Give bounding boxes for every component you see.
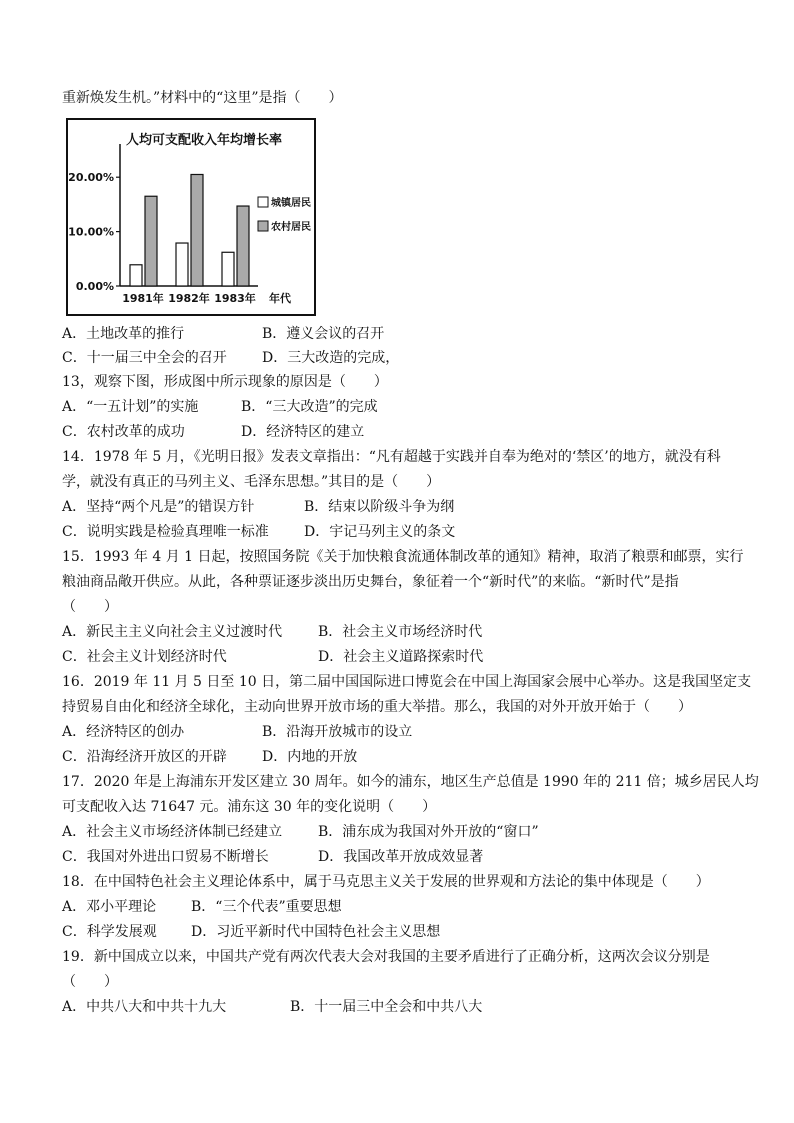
q14-option-d[interactable]: D．宇记马列主义的条文 [304, 524, 456, 540]
q14-option-a[interactable]: A．坚持“两个凡是”的错误方针 [62, 499, 255, 515]
q16-option-b[interactable]: B．沿海开放城市的设立 [262, 724, 413, 740]
q16-stem-2: 持贸易自由化和经济全球化，主动向世界开放市场的重大举措。那么，我国的对外开放开始于（ ） [62, 699, 692, 715]
q18-option-b[interactable]: B．“三个代表”重要思想 [191, 899, 342, 915]
q18-option-a[interactable]: A．邓小平理论 [62, 899, 157, 915]
legend-swatch-1 [258, 221, 268, 231]
q15-option-a[interactable]: A．新民主主义向社会主义过渡时代 [62, 624, 283, 640]
y-tick-label: 20.00% [68, 171, 114, 185]
legend-label-0: 城镇居民 [271, 198, 311, 209]
chart-svg [68, 120, 314, 314]
y-tick-label: 0.00% [75, 280, 114, 293]
q16-option-c[interactable]: C．沿海经济开放区的开辟 [62, 749, 227, 765]
chart-title: 人均可支配收入年均增长率 [126, 133, 283, 148]
q15-option-d[interactable]: D．社会主义道路探索时代 [318, 649, 484, 665]
q17-option-a[interactable]: A．社会主义市场经济体制已经建立 [62, 824, 283, 840]
q17-stem-1: 17．2020 年是上海浦东开发区建立 30 周年。如今的浦东，地区生产总值是 1990 年的 211 倍；城乡居民人均 [62, 774, 759, 790]
legend-swatch-0 [258, 197, 268, 207]
bar-urban-1 [176, 243, 188, 286]
q13-stem: 13，观察下图，形成图中所示现象的原因是（ ） [62, 374, 388, 390]
intro-line: 重新焕发生机。”材料中的“这里”是指（ ） [62, 90, 343, 106]
q17-option-b[interactable]: B．浦东成为我国对外开放的“窗口” [318, 824, 539, 840]
q12-option-d[interactable]: D．三大改造的完成， [262, 350, 400, 366]
q12-option-a[interactable]: A．土地改革的推行 [62, 326, 185, 342]
q19-stem-1: 19．新中国成立以来，中国共产党有两次代表大会对我国的主要矛盾进行了正确分析，这两次会议分别是 [62, 949, 710, 965]
legend-label-1: 农村居民 [271, 222, 311, 233]
q15-stem-3: （ ） [62, 599, 118, 615]
q16-option-d[interactable]: D．内地的开放 [262, 749, 358, 765]
q14-option-b[interactable]: B．结束以阶级斗争为纲 [304, 499, 455, 515]
bar-chart [66, 118, 316, 316]
q19-stem-2: （ ） [62, 974, 118, 990]
y-tick-label: 10.00% [68, 225, 114, 239]
q18-option-c[interactable]: C．科学发展观 [62, 924, 157, 940]
bar-rural-1 [191, 174, 203, 286]
q13-option-a[interactable]: A．“一五计划”的实施 [62, 399, 199, 415]
bar-rural-0 [145, 196, 157, 286]
q17-option-c[interactable]: C．我国对外进出口贸易不断增长 [62, 849, 269, 865]
q14-stem-2: 学，就没有真正的马列主义、毛泽东思想。”其目的是（ ） [62, 474, 441, 490]
q15-stem-1: 15．1993 年 4 月 1 日起，按照国务院《关于加快粮食流通体制改革的通知》精神，取消了粮票和邮票，实行 [62, 549, 744, 565]
q19-option-a[interactable]: A．中共八大和中共十九大 [62, 999, 227, 1015]
q12-option-c[interactable]: C．十一届三中全会的召开 [62, 350, 227, 366]
q13-option-c[interactable]: C．农村改革的成功 [62, 424, 185, 440]
x-tick-label: 1983年 [214, 292, 256, 305]
bar-urban-0 [130, 265, 142, 286]
q15-option-c[interactable]: C．社会主义计划经济时代 [62, 649, 227, 665]
q13-option-d[interactable]: D．经济特区的建立 [241, 424, 365, 440]
q17-stem-2: 可支配收入达 71647 元。浦东这 30 年的变化说明（ ） [62, 799, 437, 815]
q13-option-b[interactable]: B．“三大改造”的完成 [241, 399, 378, 415]
q15-stem-2: 粮油商品敞开供应。从此，各种票证逐步淡出历史舞台，象征着一个“新时代”的来临。“新时代”是指 [62, 574, 679, 590]
q12-option-b[interactable]: B．遵义会议的召开 [262, 326, 385, 342]
q14-stem-1: 14．1978 年 5 月，《光明日报》发表文章指出：“凡有超越于实践并自奉为绝对的‘禁区’的地方，就没有科 [62, 449, 721, 465]
x-tick-label: 1982年 [168, 292, 210, 305]
q19-option-b[interactable]: B．十一届三中全会和中共八大 [290, 999, 483, 1015]
bar-rural-2 [237, 206, 249, 286]
q14-option-c[interactable]: C．说明实践是检验真理唯一标准 [62, 524, 269, 540]
q17-option-d[interactable]: D．我国改革开放成效显著 [318, 849, 484, 865]
q16-option-a[interactable]: A．经济特区的创办 [62, 724, 185, 740]
bar-urban-2 [222, 252, 234, 286]
x-tick-label: 1981年 [122, 292, 164, 305]
q16-stem-1: 16．2019 年 11 月 5 日至 10 日，第二届中国国际进口博览会在中国上海国家会展中心举办。这是我国坚定支 [62, 674, 752, 690]
x-axis-label: 年代 [269, 292, 291, 305]
q18-option-d[interactable]: D．习近平新时代中国特色社会主义思想 [191, 924, 441, 940]
q18-stem: 18．在中国特色社会主义理论体系中，属于马克思主义关于发展的世界观和方法论的集中体现是（ ） [62, 874, 710, 890]
q15-option-b[interactable]: B．社会主义市场经济时代 [318, 624, 483, 640]
